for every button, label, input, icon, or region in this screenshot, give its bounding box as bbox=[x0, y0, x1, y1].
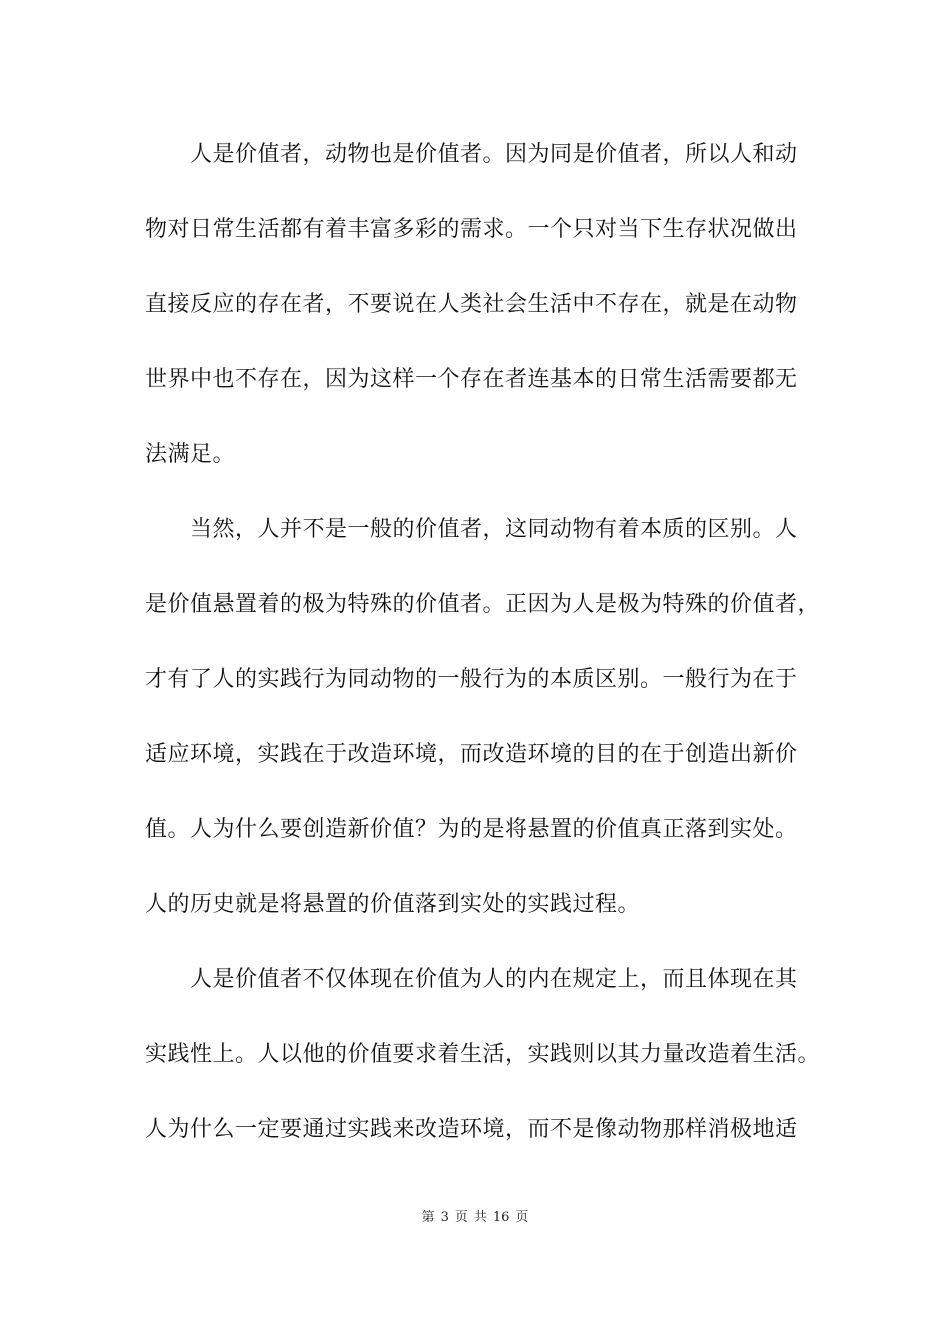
paragraph-2-line-5: 值。人为什么要创造新价值？为的是将悬置的价值真正落到实处。 bbox=[145, 817, 798, 842]
paragraph-1-line-1: 人是价值者，动物也是价值者。因为同是价值者，所以人和动 bbox=[190, 142, 798, 167]
paragraph-2-line-1: 当然，人并不是一般的价值者，这同动物有着本质的区别。人 bbox=[190, 517, 798, 542]
paragraph-2-line-6: 人的历史就是将悬置的价值落到实处的实践过程。 bbox=[145, 892, 641, 917]
paragraph-3-line-1: 人是价值者不仅体现在价值为人的内在规定上，而且体现在其 bbox=[190, 967, 798, 992]
paragraph-2-line-3: 才有了人的实践行为同动物的一般行为的本质区别。一般行为在于 bbox=[145, 667, 798, 692]
paragraph-3-line-3: 人为什么一定要通过实践来改造环境，而不是像动物那样消极地适 bbox=[145, 1117, 798, 1142]
footer-page-word: 页 bbox=[454, 1210, 468, 1225]
page-footer bbox=[0, 1209, 950, 1227]
paragraph-2-line-4: 适应环境，实践在于改造环境，而改造环境的目的在于创造出新价 bbox=[145, 742, 798, 767]
paragraph-3-line-2: 实践性上。人以他的价值要求着生活，实践则以其力量改造着生活。 bbox=[145, 1042, 821, 1067]
footer-total-word: 共 bbox=[473, 1210, 487, 1225]
footer-current-page: 3 bbox=[440, 1210, 449, 1225]
paragraph-2-line-2: 是价值悬置着的极为特殊的价值者。正因为人是极为特殊的价值者， bbox=[145, 592, 821, 617]
footer-suffix: 页 bbox=[515, 1210, 529, 1225]
footer-prefix: 第 bbox=[421, 1210, 435, 1225]
footer-total-pages: 16 bbox=[492, 1210, 510, 1225]
paragraph-1-line-2: 物对日常生活都有着丰富多彩的需求。一个只对当下生存状况做出 bbox=[145, 217, 798, 242]
paragraph-1-line-3: 直接反应的存在者，不要说在人类社会生活中不存在，就是在动物 bbox=[145, 292, 798, 317]
paragraph-1-line-5: 法满足。 bbox=[145, 442, 236, 467]
paragraph-1-line-4: 世界中也不存在，因为这样一个存在者连基本的日常生活需要都无 bbox=[145, 367, 798, 392]
